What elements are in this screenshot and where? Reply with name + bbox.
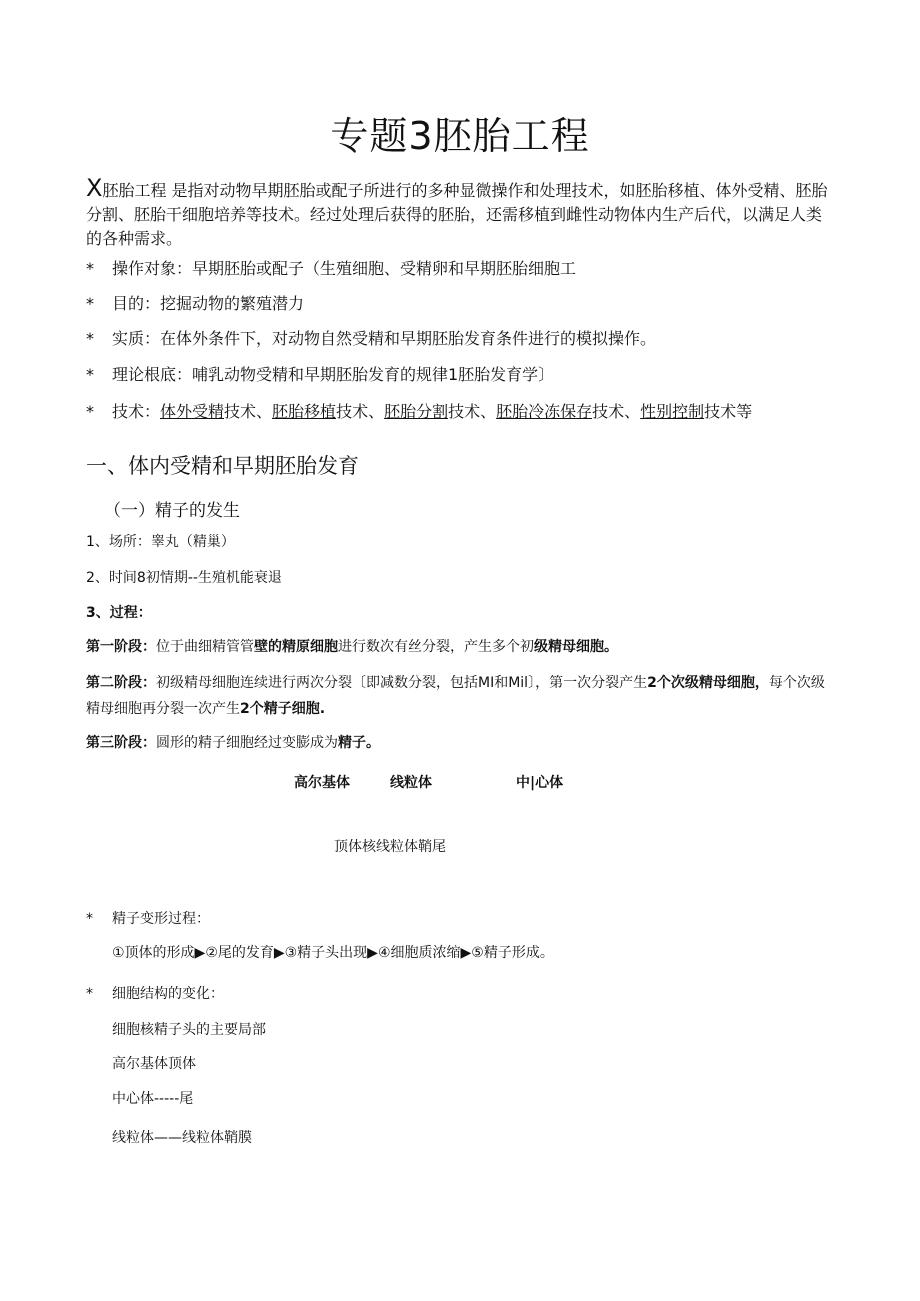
stage1-text: 进行数次有丝分裂，产生多个初 [338, 639, 534, 655]
bullet-star: * [86, 911, 93, 927]
bullet-star: * [86, 259, 94, 278]
stage2-line [86, 670, 836, 722]
tech-prefix: 技术： [112, 402, 161, 421]
diagram-label-parts: 顶体核线粒体鞘尾 [334, 839, 446, 855]
change-item: 中心体-----尾 [112, 1091, 194, 1107]
stage1-bold: 壁的精原细胞 [254, 639, 338, 655]
tech-joiner: 技术、 [224, 402, 273, 421]
stage1-text: 位于曲细精管管 [156, 639, 254, 655]
intro-text: 胚胎工程 是指对动物早期胚胎或配子所进行的多种显微操作和处理技术，如胚胎移植、体外受精、胚胎分割、胚胎干细胞培养等技术。经过处理后获得的胚胎，还需移植到雌性动物体内生产后代，以满足人类的各种需求。 [86, 181, 828, 248]
diagram-label-mitochondria: 线粒体 [390, 775, 432, 791]
time-line: 2、时间8初情期--生殖机能衰退 [86, 570, 282, 586]
stage3-label: 第三阶段： [86, 735, 156, 751]
section-heading: 一、体内受精和早期胚胎发育 [86, 454, 359, 478]
change-title: 细胞结构的变化： [112, 986, 224, 1002]
tech-joiner: 技术、 [592, 402, 641, 421]
bullet-star: * [86, 365, 94, 384]
bullet-star: * [86, 294, 94, 313]
bullet-text: 目的：挖掘动物的繁殖潜力 [112, 294, 305, 313]
intro-mark: X [86, 174, 103, 202]
stage3-line [86, 730, 380, 756]
subsection-heading: （一）精子的发生 [104, 501, 240, 521]
stage1-label: 第一阶段： [86, 639, 156, 655]
stage2-text: 每个次级精母细胞再分裂一次产生 [86, 675, 825, 717]
deform-title-line [86, 908, 210, 930]
stage1-bold: 级精母细胞。 [534, 639, 618, 655]
deform-steps: ①顶体的形成▶②尾的发育▶③精子头出现▶④细胞质浓缩▶⑤精子形成。 [112, 945, 554, 961]
bullet-text: 实质：在体外条件下，对动物自然受精和早期胚胎发育条件进行的模拟操作。 [112, 329, 657, 348]
tech-item: 胚胎移植 [272, 402, 337, 421]
bullet-star: * [86, 329, 94, 348]
stage3-bold: 精子。 [338, 735, 380, 751]
bullet-text: 理论根底：哺乳动物受精和早期胚胎发育的规律1胚胎发育学〕 [112, 365, 555, 384]
intro-paragraph [86, 176, 836, 251]
tech-item: 性别控制 [640, 402, 705, 421]
stage2-bold: 2个精子细胞. [240, 701, 326, 717]
change-item: 细胞核精子头的主要局部 [112, 1022, 266, 1038]
change-item: 线粒体——线粒体鞘膜 [112, 1130, 252, 1146]
bullet-star: * [86, 402, 94, 421]
tech-item: 体外受精 [160, 402, 225, 421]
bullet-technology [86, 401, 752, 423]
change-title-line [86, 983, 224, 1005]
tech-joiner: 技术、 [448, 402, 497, 421]
bullet-object [86, 258, 576, 280]
tech-item: 胚胎冷冻保存 [496, 402, 593, 421]
stage1-line [86, 634, 618, 660]
stage2-label: 第二阶段： [86, 675, 156, 691]
bullet-star: * [86, 986, 93, 1002]
stage3-text: 圆形的精子细胞经过变膨成为 [156, 735, 338, 751]
change-item: 高尔基体顶体 [112, 1056, 196, 1072]
stage2-bold: 2个次级精母细胞， [647, 675, 769, 691]
diagram-label-golgi: 高尔基体 [294, 775, 350, 791]
bullet-text: 操作对象：早期胚胎或配子（生殖细胞、受精卵和早期胚胎细胞工 [112, 259, 577, 278]
page-title: 专题3胚胎工程 [330, 114, 590, 158]
place-line: 1、场所：睾丸（精巢） [86, 534, 235, 550]
bullet-essence [86, 328, 656, 350]
bullet-theory [86, 364, 554, 386]
stage2-text: 初级精母细胞连续进行两次分裂〔即减数分裂，包括MI和Mil〕，第一次分裂产生 [156, 675, 648, 691]
diagram-label-centrosome: 中|心体 [516, 775, 564, 791]
bullet-purpose [86, 293, 304, 315]
process-line: 3、过程： [86, 605, 152, 621]
tech-joiner: 技术、 [336, 402, 385, 421]
tech-suffix: 技术等 [704, 402, 753, 421]
deform-title: 精子变形过程： [112, 911, 210, 927]
tech-item: 胚胎分割 [384, 402, 449, 421]
